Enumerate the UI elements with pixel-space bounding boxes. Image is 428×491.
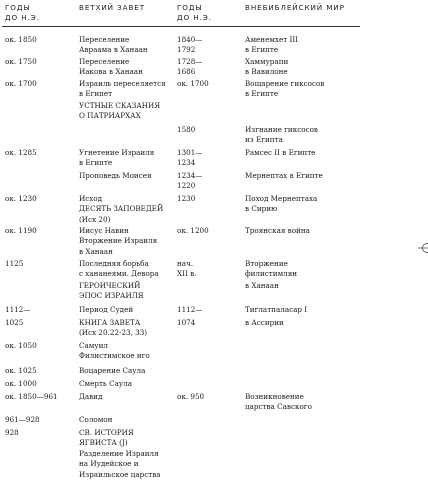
row-6-event: Угнетение Израиля в Египте	[79, 148, 155, 168]
header-old-testament: ВЕТХИЙ ЗАВЕТ	[79, 3, 146, 12]
row-13-year: 1025	[5, 318, 24, 327]
row-1-year: ок. 1850	[5, 35, 37, 44]
row-17-world-event: Возникновение царства Савского	[245, 392, 312, 412]
row-15-event: Воцарение Саула	[79, 366, 146, 375]
row-14-event: Самуил Филистимское иго	[79, 341, 150, 361]
row-17-event: Давид	[79, 392, 103, 401]
row-8-world-event: Поход Мернептаха в Сирию	[245, 194, 318, 214]
row-3-year: ок. 1700	[5, 79, 37, 88]
row-2-event: Переселение Иакова в Ханаан	[79, 57, 143, 77]
row-10-world-event: Вторжение филистимлян	[245, 259, 298, 279]
row-8-year-world: 1230	[177, 194, 196, 203]
row-15-year: ок. 1025	[5, 366, 37, 375]
row-2-year: ок. 1750	[5, 57, 37, 66]
row-12-year-world: 1112—	[177, 305, 203, 314]
header-extrabiblical-world: ВНЕБИБЛЕЙСКИЙ МИР	[245, 3, 345, 12]
row-17-year: ок. 1850—961	[5, 392, 58, 401]
row-12-year: 1112—	[5, 305, 31, 314]
row-5-year-world: 1580	[177, 125, 196, 134]
row-10-year: 1125	[5, 259, 24, 268]
row-17-year-world: ок. 950	[177, 392, 205, 401]
row-19-year: 928	[5, 428, 19, 437]
row-14-year: ок. 1050	[5, 341, 37, 350]
row-4-heading: УСТНЫЕ СКАЗАНИЯ О ПАТРИАРХАХ	[79, 101, 161, 121]
row-1-event: Переселение Авраама в Ханаан	[79, 35, 148, 55]
row-13-event: КНИГА ЗАВЕТА (Исх 20.22-23, 33)	[79, 318, 148, 338]
row-11-heading: ГЕРОИЧЕСКИЙ ЭПОС ИЗРАИЛЯ	[79, 281, 144, 301]
header-years-right: ГОДЫ ДО Н.Э.	[177, 3, 212, 22]
row-3-world-event: Вощарение гиксосов в Египте	[245, 79, 325, 99]
row-6-year: ок. 1285	[5, 148, 37, 157]
row-8-event: Исход ДЕСЯТЬ ЗАПОВЕДЕЙ (Исх 20)	[79, 194, 164, 224]
row-9-year-world: ок. 1200	[177, 226, 209, 235]
row-19-event: СВ. ИСТОРИЯ ЯГВИСТА (J) Разделение Израиля на Иудейское и Израильское царства	[79, 428, 161, 479]
row-13-world-event: в Ассирии	[245, 318, 284, 327]
row-2-world-event: Хаммурапи в Вавилоне	[245, 57, 289, 77]
row-10-year-world: нач. XII в.	[177, 259, 197, 279]
row-18-year: 961—928	[5, 415, 40, 424]
row-9-world-event: Троянская война	[245, 226, 310, 235]
row-5-world-event: Изгнание гиксосов из Египта	[245, 125, 318, 145]
row-7-year-world: 1234— 1220	[177, 171, 203, 191]
row-3-year-world: ок. 1700	[177, 79, 209, 88]
row-12-world-event: Тиглатпаласар I	[245, 305, 308, 314]
row-8-year: ок. 1230	[5, 194, 37, 203]
row-9-year: ок. 1190	[5, 226, 37, 235]
row-9-event: Иисус Навин Вторжение Израиля в Ханаан	[79, 226, 158, 256]
row-13-year-world: 1074	[177, 318, 196, 327]
row-2-year-world: 1728— 1686	[177, 57, 203, 77]
row-10-event: Последняя борьба с хананеями. Девора	[79, 259, 159, 279]
row-11-world-event: в Ханаан	[245, 281, 279, 290]
row-6-world-event: Рамсес II в Египте	[245, 148, 316, 157]
row-6-year-world: 1301— 1234	[177, 148, 203, 168]
row-16-event: Смерть Саула	[79, 379, 132, 388]
row-7-event: Проповедь Моисея	[79, 171, 152, 180]
row-3-event: Израиль переселяется в Египет	[79, 79, 166, 99]
row-1-year-world: 1840— 1792	[177, 35, 203, 55]
row-7-world-event: Мернептах в Египте	[245, 171, 323, 180]
row-16-year: ок. 1000	[5, 379, 37, 388]
registration-mark-icon	[418, 242, 428, 254]
row-18-event: Соломон	[79, 415, 113, 424]
header-rule	[2, 26, 360, 27]
header-years-left: ГОДЫ ДО Н.Э.	[5, 3, 40, 22]
row-12-event: Период Судей	[79, 305, 134, 314]
row-1-world-event: Аменемхет III в Египте	[245, 35, 299, 55]
